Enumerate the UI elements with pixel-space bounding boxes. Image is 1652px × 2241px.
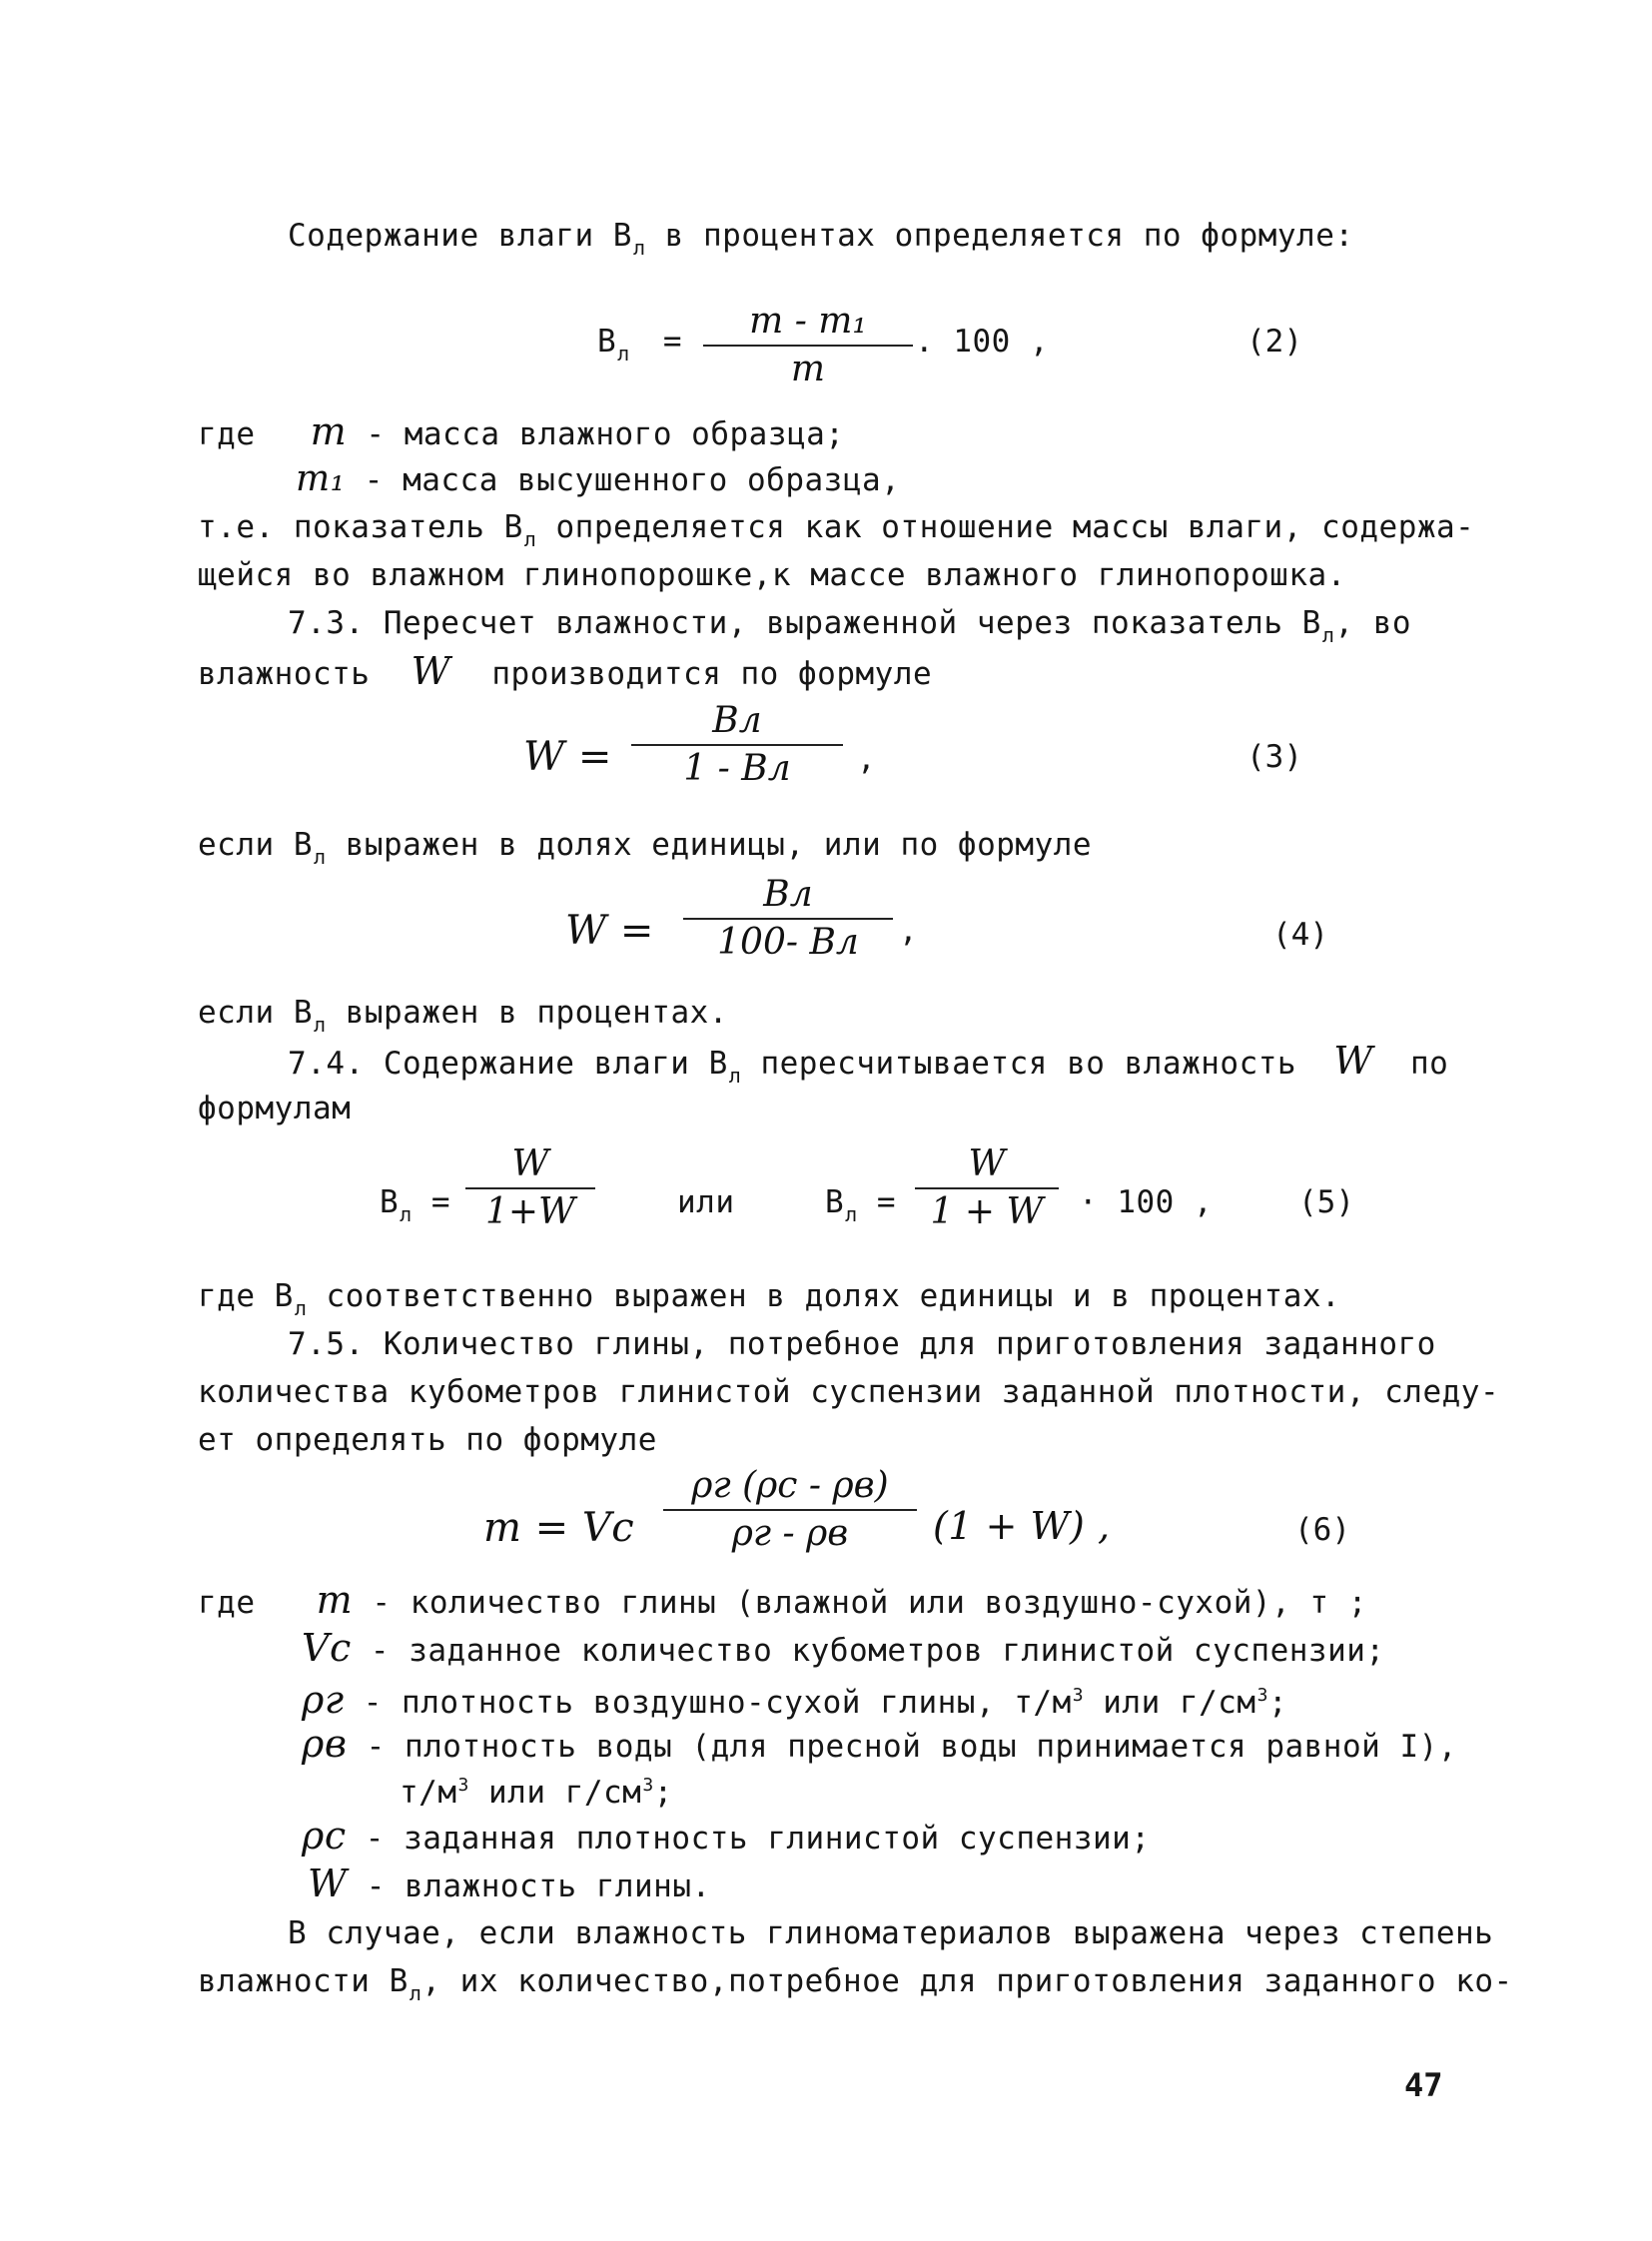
fraction-bar xyxy=(663,1509,917,1511)
last-text-a: влажности В xyxy=(198,1963,409,1999)
subscript-l: л xyxy=(1321,623,1335,647)
subscript-l: л xyxy=(845,1202,858,1226)
fraction-denominator: 100- Вл xyxy=(717,922,859,963)
w-symbol: W xyxy=(411,649,451,693)
esli-1-text-b: выражен в долях единицы, или по формуле xyxy=(326,827,1093,863)
rho-c-symbol: ρс xyxy=(302,1814,347,1858)
fraction-bar xyxy=(631,744,843,746)
formulam-text: формулам xyxy=(198,1091,352,1126)
fraction-numerator: W xyxy=(511,1143,549,1184)
formula-5-lhs-2 xyxy=(825,1182,896,1234)
vc-definition: - заданное количество кубометров глинистой суспензии; xyxy=(351,1633,1385,1669)
gde-b-line xyxy=(198,1276,1340,1328)
rho-v-symbol: ρв xyxy=(302,1722,348,1766)
p73-line xyxy=(288,603,1411,655)
rho-v-unit-b: или г/см xyxy=(468,1775,642,1811)
rho-v-definition: - плотность воды (для пресной воды принимается равной I), xyxy=(347,1729,1457,1765)
subscript-l: л xyxy=(313,845,327,869)
m1-definition: - масса высушенного образца, xyxy=(345,462,901,498)
def6-rc-line xyxy=(302,1816,1151,1859)
intro-line xyxy=(288,216,1354,268)
fraction-numerator: W xyxy=(968,1143,1006,1184)
def6-m-line xyxy=(198,1580,1367,1623)
esli-2-line xyxy=(198,993,728,1045)
subscript-l: л xyxy=(409,1981,422,2005)
equals-sign: = xyxy=(430,1184,451,1220)
equation-number-6: (6) xyxy=(1294,1512,1350,1548)
m-symbol: m xyxy=(310,409,348,453)
esli-1-line xyxy=(198,825,1092,877)
formula-4-fraction xyxy=(683,873,893,965)
def-m1-line xyxy=(296,459,900,500)
p73-text-a: 7.3. Пересчет влажности, выраженной через показатель В xyxy=(288,605,1321,641)
subscript-l: л xyxy=(400,1202,413,1226)
formula-2-lhs xyxy=(597,322,682,374)
equation-number-2: (2) xyxy=(1246,324,1302,360)
formula-3-fraction xyxy=(631,699,843,791)
formula-4-lhs: W = xyxy=(565,908,654,954)
def6-vc-line xyxy=(302,1628,1385,1671)
formula-2-tail: . 100 , xyxy=(915,324,1050,360)
subscript-l: л xyxy=(523,527,537,551)
equation-number-3: (3) xyxy=(1246,739,1302,775)
p74-text-b: пересчитывается во влажность xyxy=(741,1046,1297,1082)
rho-g-definition-b: или г/см xyxy=(1084,1685,1256,1721)
rho-g-definition-c: ; xyxy=(1267,1685,1288,1721)
b-symbol: В xyxy=(825,1184,845,1220)
fraction-bar xyxy=(683,918,893,920)
vlazhnost-line xyxy=(198,651,932,694)
formula-5-lhs-1 xyxy=(380,1182,450,1234)
gde-label: где xyxy=(198,1585,256,1621)
esli-1-text-a: если В xyxy=(198,827,313,863)
p75-line-1: 7.5. Количество глины, потребное для приготовления заданного xyxy=(288,1326,1436,1362)
rho-v-unit-c: ; xyxy=(653,1775,673,1811)
proizv-text: производится по формуле xyxy=(491,656,933,692)
formula-5-fraction-2 xyxy=(915,1142,1059,1234)
w-symbol: W xyxy=(1333,1039,1373,1083)
superscript-3: 3 xyxy=(1256,1685,1268,1706)
formula-2-fraction xyxy=(703,300,913,391)
equals-sign: = xyxy=(662,324,683,360)
te-line-2: щейся во влажном глинопорошке,к массе влажного глинопорошка. xyxy=(198,557,1346,593)
fraction-denominator: ρг - ρв xyxy=(731,1513,849,1554)
p74-text-c: по xyxy=(1409,1046,1449,1082)
m-definition: - количество глины (влажной или воздушно-сухой), т ; xyxy=(353,1585,1367,1621)
w-definition: - влажность глины. xyxy=(347,1868,711,1904)
superscript-3: 3 xyxy=(457,1775,469,1796)
gde-label: где xyxy=(198,416,256,452)
superscript-3: 3 xyxy=(642,1775,654,1796)
b-symbol: В xyxy=(597,324,617,360)
formula-6-lhs: m = Vc xyxy=(483,1505,635,1551)
gde-b-text-a: где В xyxy=(198,1278,294,1314)
p74-line xyxy=(288,1041,1448,1096)
subscript-l: л xyxy=(632,236,646,260)
vlazhnost-text: влажность xyxy=(198,656,371,692)
subscript-l: л xyxy=(313,1013,327,1037)
superscript-3: 3 xyxy=(1072,1685,1085,1706)
fraction-denominator: 1 - Вл xyxy=(683,748,791,789)
fraction-bar xyxy=(703,345,913,347)
rho-g-symbol: ρг xyxy=(302,1678,345,1722)
fraction-denominator: 1 + W xyxy=(930,1191,1044,1232)
equation-number-4: (4) xyxy=(1272,917,1328,953)
formula-6-tail: (1 + W) , xyxy=(933,1504,1111,1548)
p75-line-2: количества кубометров глинистой суспензии заданной плотности, следу- xyxy=(198,1374,1500,1410)
def6-rv-line-2 xyxy=(400,1766,673,1813)
w-symbol: W xyxy=(308,1862,348,1905)
subscript-l: л xyxy=(617,342,630,366)
equals-sign: = xyxy=(876,1184,897,1220)
intro-text: Содержание влаги В xyxy=(288,218,632,254)
formula-5-fraction-1 xyxy=(465,1142,595,1234)
te-line-1 xyxy=(198,507,1474,559)
def-m-line xyxy=(198,411,844,454)
last-line-2 xyxy=(198,1961,1513,2013)
gde-b-text-b: соответственно выражен в долях единицы и в процентах. xyxy=(307,1278,1341,1314)
fraction-numerator: Вл xyxy=(763,874,813,915)
ili-text: или xyxy=(677,1184,735,1220)
m-symbol: m xyxy=(316,1578,354,1622)
def6-rv-line xyxy=(302,1724,1457,1767)
def6-rg-line xyxy=(302,1676,1287,1723)
m1-symbol: m₁ xyxy=(296,458,346,499)
m-definition: - масса влажного образца; xyxy=(347,416,845,452)
b-symbol: В xyxy=(380,1184,400,1220)
equation-number-5: (5) xyxy=(1298,1184,1354,1220)
fraction-numerator: Вл xyxy=(712,700,762,741)
rho-v-unit-a: т/м xyxy=(400,1775,457,1811)
p75-line-3: ет определять по формуле xyxy=(198,1422,657,1458)
p73-text-b: , во xyxy=(1334,605,1412,641)
esli-2-text-b: выражен в процентах. xyxy=(326,995,728,1031)
te-text-a: т.е. показатель В xyxy=(198,509,523,545)
intro-rest: в процентах определяется по формуле: xyxy=(645,218,1354,254)
subscript-l: л xyxy=(294,1296,308,1320)
fraction-denominator: 1+W xyxy=(484,1191,576,1232)
fraction-numerator: m - m₁ xyxy=(749,301,867,342)
p74-text-a: 7.4. Содержание влаги В xyxy=(288,1046,728,1082)
subscript-l: л xyxy=(728,1064,742,1088)
vc-symbol: Vc xyxy=(302,1626,352,1670)
formula-3-lhs: W = xyxy=(523,734,612,780)
def6-w-line xyxy=(308,1864,711,1906)
fraction-denominator: m xyxy=(790,349,826,389)
fraction-bar xyxy=(465,1187,595,1189)
page-number: 47 xyxy=(1404,2066,1443,2104)
last-line-1: В случае, если влажность глиноматериалов выражена через степень xyxy=(288,1915,1494,1951)
fraction-bar xyxy=(915,1187,1059,1189)
formula-5-tail: · 100 , xyxy=(1079,1184,1214,1220)
formula-4-tail: , xyxy=(899,913,919,949)
rho-c-definition: - заданная плотность глинистой суспензии; xyxy=(346,1821,1151,1857)
last-text-b: , их количество,потребное для приготовления заданного ко- xyxy=(421,1963,1513,1999)
fraction-numerator: ρг (ρс - ρв) xyxy=(691,1465,889,1506)
esli-2-text-a: если В xyxy=(198,995,313,1031)
te-text-b: определяется как отношение массы влаги, содержа- xyxy=(536,509,1475,545)
formula-3-tail: , xyxy=(857,741,877,777)
formula-6-fraction xyxy=(663,1464,917,1556)
rho-g-definition-a: - плотность воздушно-сухой глины, т/м xyxy=(344,1685,1072,1721)
